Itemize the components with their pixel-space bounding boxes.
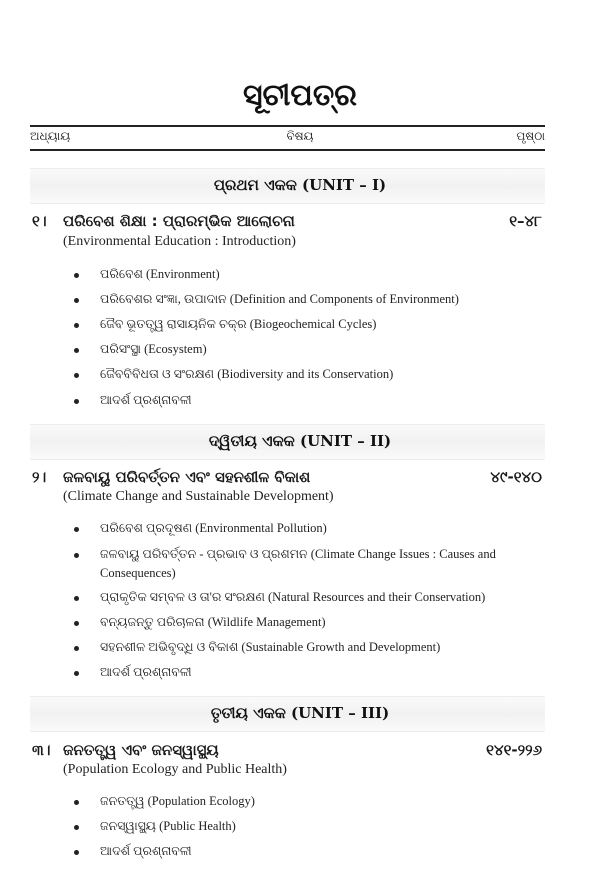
bullet-icon (74, 646, 79, 651)
chapter-title: ପରିବେଶ ଶିକ୍ଷା : ପ୍ରାରମ୍ଭିକ ଆଲୋଚନା (63, 212, 295, 230)
list-item: ପ୍ରାକୃତିକ ସମ୍ବଳ ଓ ତା'ର ସଂରକ୍ଷଣ (Natural Resources and their Conservation) (100, 590, 486, 604)
bullet-icon (74, 527, 79, 532)
list-item: ଆଦର୍ଶ ପ୍ରଶ୍ନାବଳୀ (100, 844, 192, 858)
column-header-subject: ବିଷୟ (286, 129, 314, 143)
bullet-icon (74, 273, 79, 278)
chapter-title: ଜନତତ୍ତ୍ୱ ଏବଂ ଜନସ୍ୱାସ୍ଥ୍ୟ (63, 741, 219, 759)
bullet-icon (74, 553, 79, 558)
page-title: ସୂଚୀପତ୍ର (243, 78, 357, 113)
chapter-number: ୧। (32, 212, 47, 230)
chapter-subtitle: (Population Ecology and Public Health) (63, 762, 287, 777)
chapter-pages: ୪୯-୧୪୦ (490, 468, 542, 486)
list-item: ପରିବେଶ ପ୍ରଦୂଷଣ (Environmental Pollution) (100, 521, 327, 535)
list-item: ଆଦର୍ଶ ପ୍ରଶ୍ନାବଳୀ (100, 393, 192, 407)
unit-title: ତୃତୀୟ ଏକକ (UNIT – III) (210, 704, 390, 722)
bullet-icon (74, 850, 79, 855)
bullet-icon (74, 298, 79, 303)
chapter-number: ୩। (32, 741, 51, 759)
list-item: ଜୈବବିବିଧତା ଓ ସଂରକ୍ଷଣ (Biodiversity and its Conservation) (100, 367, 394, 381)
column-header-chapter: ଅଧ୍ୟାୟ (30, 129, 71, 143)
chapter-subtitle: (Environmental Education : Introduction) (63, 234, 296, 249)
bullet-icon (74, 800, 79, 805)
list-item: ଜନସ୍ୱାସ୍ଥ୍ୟ (Public Health) (100, 819, 236, 833)
bullet-icon (74, 323, 79, 328)
chapter-number: ୨। (32, 468, 47, 486)
list-item: ପରିସଂସ୍ଥା (Ecosystem) (100, 342, 207, 356)
bullet-icon (74, 373, 79, 378)
bullet-icon (74, 671, 79, 676)
bullet-icon (74, 596, 79, 601)
chapter-subtitle: (Climate Change and Sustainable Development) (63, 489, 334, 504)
list-item: ପରିବେଶ (Environment) (100, 267, 220, 281)
column-header-page: ପୃଷ୍ଠା (516, 129, 545, 143)
list-item: ସହନଶୀଳ ଅଭିବୃଦ୍ଧି ଓ ବିକାଶ (Sustainable Growth and Development) (100, 640, 441, 654)
header-rule-bottom (30, 149, 545, 151)
chapter-pages: ୧–୪୮ (509, 212, 542, 230)
list-item: ଜନତତ୍ତ୍ୱ (Population Ecology) (100, 794, 255, 808)
list-item: ଜୈବ ଭୂତତ୍ତ୍ୱ ରାସାୟନିକ ଚକ୍ର (Biogeochemical Cycles) (100, 317, 377, 331)
bullet-icon (74, 348, 79, 353)
header-rule-top (30, 125, 545, 127)
bullet-icon (74, 621, 79, 626)
unit-title: ଦ୍ୱିତୀୟ ଏକକ (UNIT – II) (208, 432, 392, 450)
chapter-pages: ୧୪୧-୨୨୬ (486, 741, 542, 759)
list-item: ବନ୍ୟଜନ୍ତୁ ପରିଚାଳନା (Wildlife Management) (100, 615, 326, 629)
bullet-icon (74, 825, 79, 830)
list-item: ଆଦର୍ଶ ପ୍ରଶ୍ନାବଳୀ (100, 665, 192, 679)
list-item: ପରିବେଶର ସଂଜ୍ଞା, ଉପାଦାନ (Definition and Components of Environment) (100, 292, 459, 306)
bullet-icon (74, 399, 79, 404)
unit-title: ପ୍ରଥମ ଏକକ (UNIT – I) (213, 176, 387, 194)
chapter-title: ଜଳବାୟୁ ପରିବର୍ତ୍ତନ ଏବଂ ସହନଶୀଳ ବିକାଶ (63, 468, 311, 486)
list-item: ଜଳବାୟୁ ପରିବର୍ତ୍ତନ - ପ୍ରଭାବ ଓ ପ୍ରଶମନ (Climate Change Issues : Causes and Consequences) (100, 547, 496, 580)
